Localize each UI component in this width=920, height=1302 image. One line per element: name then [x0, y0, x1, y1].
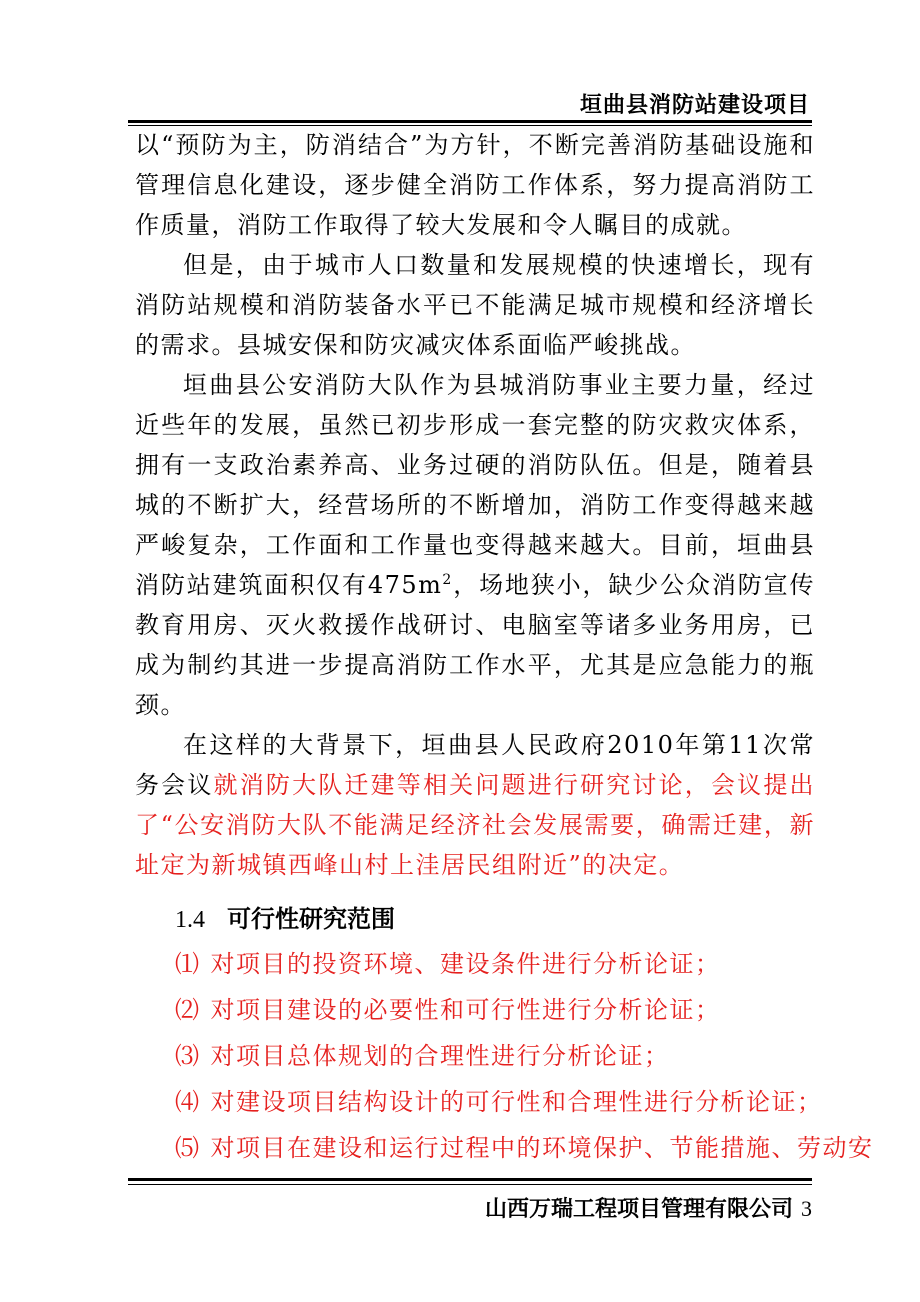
list-item-text: 对项目的投资环境、建设条件进行分析论证；	[210, 950, 721, 978]
paragraph-4	[135, 725, 815, 885]
footer-company: 山西万瑞工程项目管理有限公司	[484, 1197, 793, 1222]
list-item	[135, 988, 815, 1034]
list-item	[135, 1034, 815, 1080]
list-item-text: 对项目总体规划的合理性进行分析论证；	[210, 1042, 670, 1070]
paragraph-3	[135, 365, 815, 725]
section-number: 1.4	[175, 907, 205, 933]
page-footer	[485, 1192, 812, 1223]
footer-rule	[128, 1178, 812, 1181]
scope-list	[135, 942, 874, 1172]
list-item	[135, 1080, 823, 1126]
paragraph-3-part-a: 垣曲县公安消防大队作为县城消防事业主要力量，经过近些年的发展，虽然已初步形成一套完整的防灾救灾体系，拥有一支政治素养高、业务过硬的消防队伍。但是，随着县城的不断扩大，经营场所的不断增加，消防工作变得越来越严峻复杂，工作面和工作量也变得越来越大。目前，垣曲县消防站建筑面积仅有475m	[135, 371, 815, 599]
page-number: 3	[801, 1196, 812, 1221]
section-title: 可行性研究范围	[227, 905, 395, 933]
document-body	[135, 125, 874, 1172]
list-item-text: 对项目在建设和运行过程中的环境保护、节能措施、劳动安	[210, 1134, 874, 1162]
list-item	[135, 942, 815, 988]
paragraph-3-part-b: ，场地狭小，缺少公众消防宣传教育用房、灭火救援作战研讨、电脑室等诸多业务用房，已成为制约其进一步提高消防工作水平，尤其是应急能力的瓶颈。	[135, 571, 816, 719]
paragraph-2: 但是，由于城市人口数量和发展规模的快速增长，现有消防站规模和消防装备水平已不能满足城市规模和经济增长的需求。县城安保和防灾减灾体系面临严峻挑战。	[135, 251, 815, 359]
list-item-number: ⑷	[175, 1090, 201, 1116]
list-item-number: ⑸	[175, 1136, 201, 1162]
section-heading	[135, 899, 815, 940]
paragraph-4-red: 就消防大队迁建等相关问题进行研究讨论，会议提出了“公安消防大队不能满足经济社会发展需要，确需迁建，新址定为新城镇西峰山村上洼居民组附近”的决定。	[135, 771, 816, 879]
superscript-2: 2	[442, 572, 453, 588]
paragraph-1: 以“预防为主，防消结合”为方针，不断完善消防基础设施和管理信息化建设，逐步健全消防工作体系，努力提高消防工作质量，消防工作取得了较大发展和令人瞩目的成就。	[135, 131, 815, 239]
list-item-text: 对项目建设的必要性和可行性进行分析论证；	[210, 996, 721, 1024]
paragraph-4-black: 在这样的大背景下，垣曲县人民政府2010年第11次常务会议	[135, 731, 815, 799]
header-rule	[128, 120, 812, 123]
list-item-number: ⑶	[175, 1044, 201, 1070]
list-item-text: 对建设项目结构设计的可行性和合理性进行分析论证；	[210, 1088, 823, 1116]
header-title: 垣曲县消防站建设项目	[579, 93, 810, 118]
footer-rule-thin	[128, 1184, 812, 1185]
list-item-number: ⑴	[175, 952, 201, 978]
list-item-number: ⑵	[175, 998, 201, 1024]
list-item	[135, 1126, 874, 1172]
